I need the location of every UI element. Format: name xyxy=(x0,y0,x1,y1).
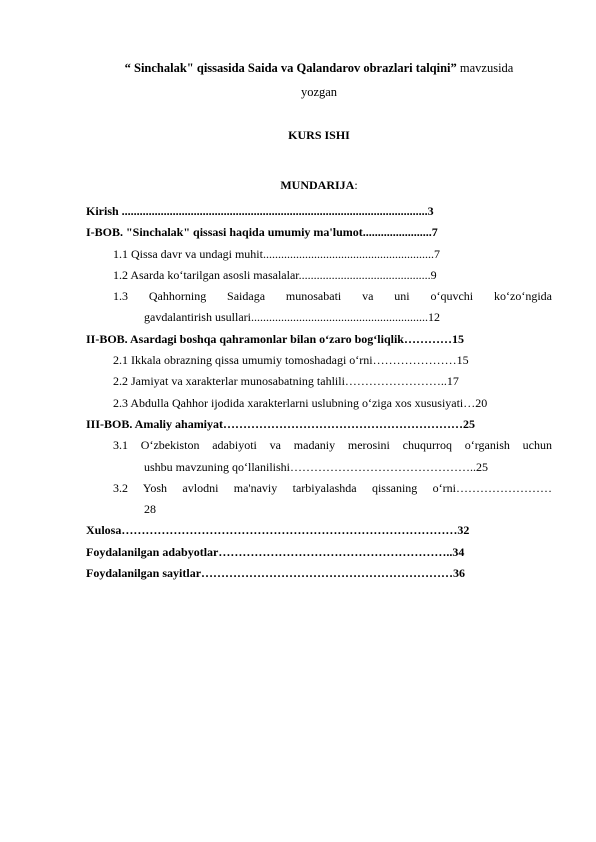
title-line-2: yozgan xyxy=(300,85,338,99)
title-rest-part: mavzusida xyxy=(456,61,514,75)
toc-entry-2-2: 2.2 Jamiyat va xarakterlar munosabatning tahlili……………………..17 xyxy=(113,374,459,389)
mundarija-heading xyxy=(86,177,552,193)
toc-entry-bob-2: II-BOB. Asardagi boshqa qahramonlar bilan o‘zaro bog‘liqlik…………15 xyxy=(86,331,464,346)
toc-entry-bob-1: I-BOB. "Sinchalak" qissasi haqida umumiy ma'lumot.......................7 xyxy=(86,225,438,240)
document-title xyxy=(86,56,552,104)
toc-entry-bob-3: III-BOB. Amaliy ahamiyat……………………………………………………25 xyxy=(86,416,476,431)
toc-entry-3-2-line-2: 28 xyxy=(144,502,156,517)
kurs-ishi-heading: KURS ISHI xyxy=(288,128,350,142)
toc-entry-2-1: 2.1 Ikkala obrazning qissa umumiy tomoshadagi o‘rni…………………15 xyxy=(113,353,469,368)
mundarija-label: MUNDARIJA xyxy=(280,178,355,192)
mundarija-colon: : xyxy=(354,178,358,192)
title-line-1 xyxy=(86,56,552,80)
toc-entry-adabiyotlar: Foydalanilgan adabyotlar…………………………………………………..34 xyxy=(86,544,465,559)
toc-entry-1-2: 1.2 Asarda ko‘tarilgan asosli masalalar............................................9 xyxy=(113,267,437,282)
toc-entry-1-3-line-2: gavdalantirish usullari...........................................................12 xyxy=(144,310,440,325)
toc-entry-1-1: 1.1 Qissa davr va undagi muhit.........................................................7 xyxy=(113,246,440,261)
toc-entry-3-2-line-1: 3.2 Yosh avlodni ma'naviy tarbiyalashda qissaning o‘rni…………………… xyxy=(113,480,552,495)
toc-entry-3-1-line-1: 3.1 O‘zbekiston adabiyoti va madaniy merosini chuqurroq o‘rganish uchun xyxy=(113,438,552,453)
toc-entry-3-1-line-2: ushbu mavzuning qo‘llanilishi………………………………………..25 xyxy=(144,459,488,474)
toc-entry-xulosa: Xulosa…………………………………………………………………………32 xyxy=(86,523,470,538)
title-bold-part: “ Sinchalak" qissasida Saida va Qalandarov obrazlari talqini” xyxy=(124,61,457,75)
toc-entry-kirish: Kirish ......................................................................................................3 xyxy=(86,204,434,218)
toc-entry-1-3-line-1: 1.3 Qahhorning Saidaga munosabati va uni o‘quvchi ko‘zo‘ngida xyxy=(113,289,552,304)
table-of-contents xyxy=(86,201,552,584)
toc-entry-sayitlar: Foydalanilgan sayitlar………………………………………………………36 xyxy=(86,566,466,581)
toc-entry-2-3: 2.3 Abdulla Qahhor ijodida xarakterlarni uslubning o‘ziga xos xususiyati…20 xyxy=(113,395,488,410)
